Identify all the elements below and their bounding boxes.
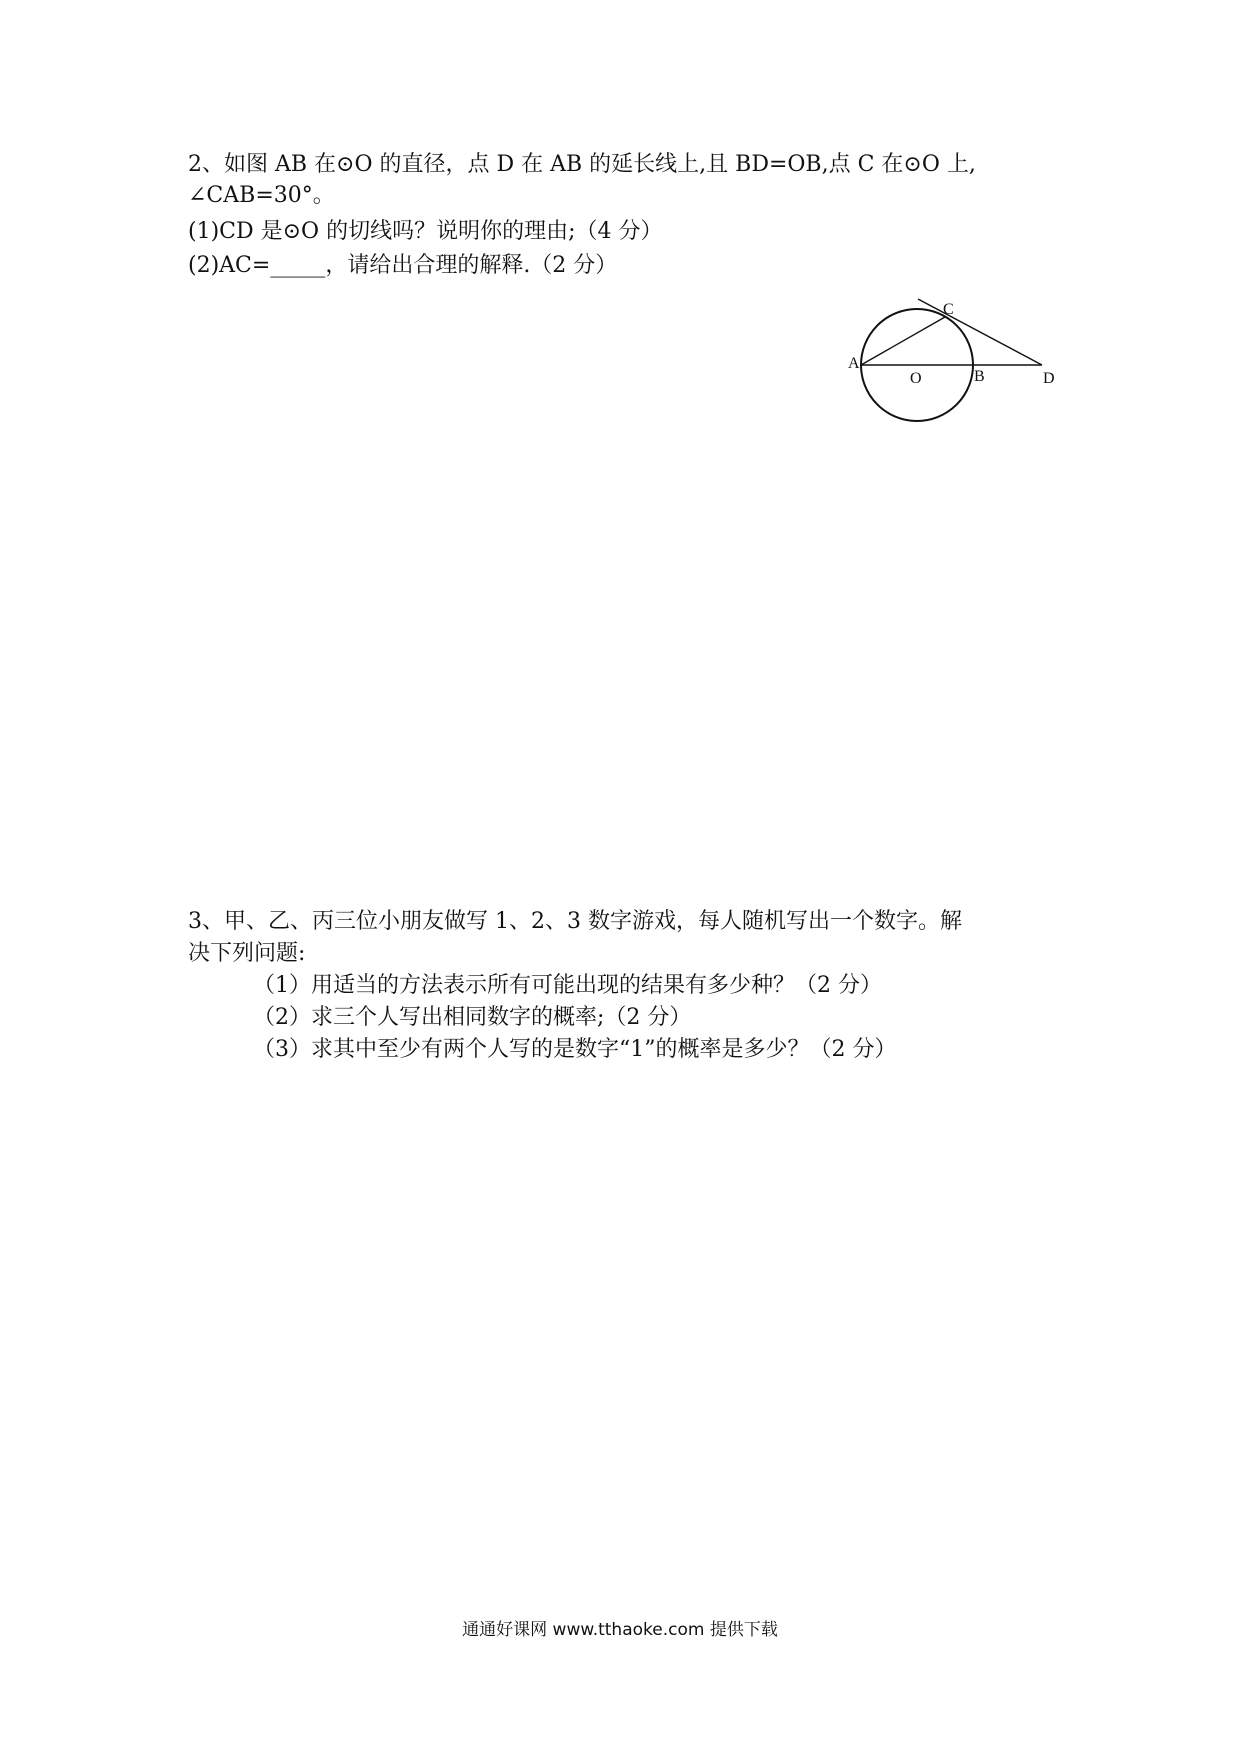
- label-c: C: [943, 301, 954, 318]
- question-3-part-3: （3）求其中至少有两个人写的是数字“1”的概率是多少？（2 分）: [253, 1037, 897, 1062]
- question-3-part-2: （2）求三个人写出相同数字的概率;（2 分）: [253, 1005, 692, 1030]
- question-2-line-2: ∠CAB=30°。: [188, 183, 335, 208]
- question-2-part-1: (1)CD 是⊙O 的切线吗？说明你的理由;（4 分）: [188, 219, 663, 244]
- label-a: A: [848, 355, 860, 372]
- tangent-cd: [918, 299, 1042, 365]
- label-d: D: [1043, 370, 1055, 387]
- label-o: O: [910, 370, 922, 387]
- segment-ac: [861, 317, 945, 365]
- question-3-line-1: 3、甲、乙、丙三位小朋友做写 1、2、3 数字游戏，每人随机写出一个数字。解: [188, 909, 962, 934]
- footer-credit: 通通好课网 www.tthaoke.com 提供下载: [462, 1620, 778, 1640]
- circle-tangent-figure: [830, 290, 1060, 440]
- question-3-part-1: （1）用适当的方法表示所有可能出现的结果有多少种？（2 分）: [253, 973, 882, 998]
- question-3-line-2: 决下列问题:: [188, 941, 306, 966]
- question-2-part-2: (2)AC=_____，请给出合理的解释.（2 分）: [188, 253, 618, 278]
- label-b: B: [974, 368, 985, 385]
- question-2-line-1: 2、如图 AB 在⊙O 的直径，点 D 在 AB 的延长线上,且 BD=OB,点 C 在⊙O 上,: [188, 152, 976, 177]
